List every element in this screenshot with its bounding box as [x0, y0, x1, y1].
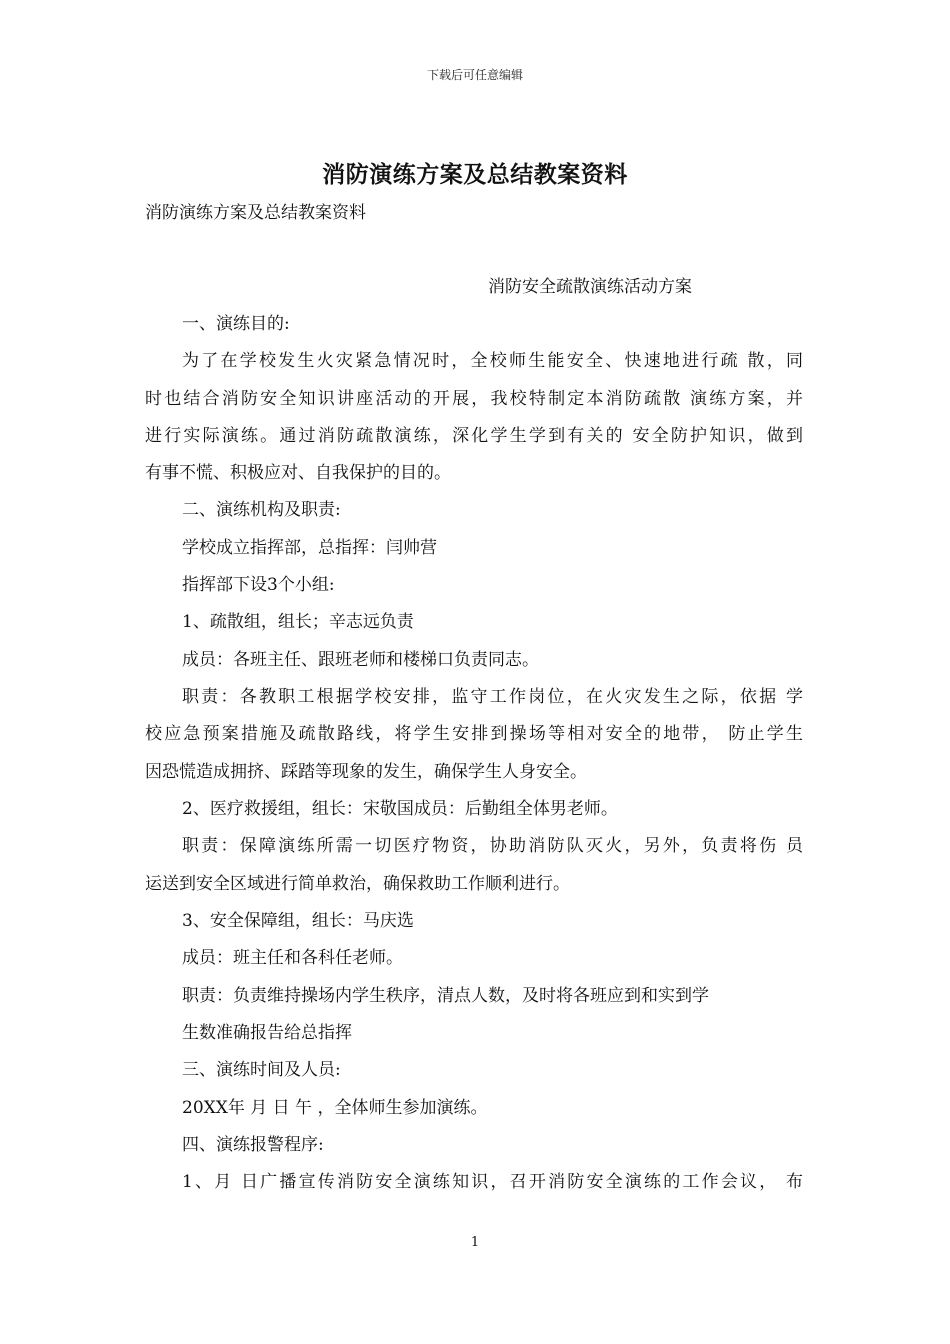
paragraph-line: 成员：各班主任、跟班老师和楼梯口负责同志。	[182, 650, 539, 670]
subtitle: 消防演练方案及总结教案资料	[145, 203, 366, 223]
list-item: 1、疏散组，组长；辛志远负责	[182, 612, 414, 632]
paragraph-line: 有事不慌、积极应对、自我保护的目的。	[145, 463, 451, 483]
section-heading-alarm: 四、演练报警程序:	[182, 1135, 324, 1155]
section-heading-time: 三、演练时间及人员:	[182, 1060, 341, 1080]
header-note: 下载后可任意编辑	[426, 68, 523, 82]
paragraph-line: 进行实际演练。通过消防疏散演练，深化学生学到有关的 安全防护知识，做到	[145, 426, 803, 446]
paragraph-line: 校应急预案措施及疏散路线，将学生安排到操场等相对安全的地带， 防止学生	[145, 724, 803, 744]
document-title: 消防演练方案及总结教案资料	[322, 161, 628, 188]
paragraph-line: 职责：各教职工根据学校安排，监守工作岗位，在火灾发生之际，依据 学	[182, 687, 803, 707]
list-item: 2、医疗救援组，组长：宋敬国成员：后勤组全体男老师。	[182, 799, 618, 819]
paragraph-line: 时也结合消防安全知识讲座活动的开展，我校特制定本消防疏散 演练方案，并	[145, 389, 803, 409]
page-number: 1	[470, 1235, 480, 1250]
paragraph-line: 职责：保障演练所需一切医疗物资，协助消防队灭火，另外，负责将伤 员	[182, 836, 803, 856]
paragraph-line: 运送到安全区域进行简单救治，确保救助工作顺利进行。	[145, 874, 570, 894]
paragraph-line: 职责：负责维持操场内学生秩序，清点人数，及时将各班应到和实到学	[182, 986, 709, 1006]
paragraph-line: 生数准确报告给总指挥	[182, 1023, 352, 1043]
paragraph-line: 学校成立指挥部，总指挥：闫帅营	[182, 538, 437, 558]
paragraph-line: 20XX年 月 日 午 ，全体师生参加演练。	[182, 1098, 488, 1118]
plan-title: 消防安全疏散演练活动方案	[488, 277, 692, 297]
section-heading-organization: 二、演练机构及职责:	[182, 500, 341, 520]
list-item: 1、月 日广播宣传消防安全演练知识，召开消防安全演练的工作会议， 布	[182, 1172, 803, 1192]
section-heading-purpose: 一、演练目的:	[182, 314, 290, 334]
paragraph-line: 为了在学校发生火灾紧急情况时，全校师生能安全、快速地进行疏 散，同	[182, 351, 803, 371]
list-item: 3、安全保障组，组长：马庆选	[182, 911, 414, 931]
paragraph-line: 因恐慌造成拥挤、踩踏等现象的发生，确保学生人身安全。	[145, 762, 587, 782]
paragraph-line: 成员：班主任和各科任老师。	[182, 948, 403, 968]
paragraph-line: 指挥部下设3个小组:	[182, 575, 335, 595]
